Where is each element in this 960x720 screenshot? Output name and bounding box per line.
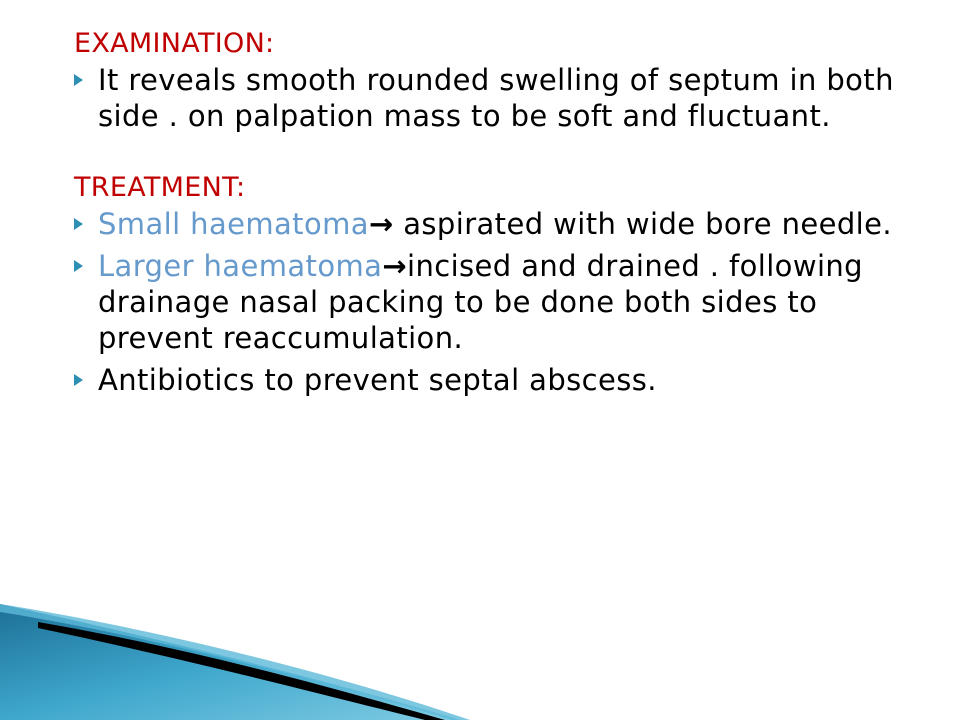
bullet-text: Antibiotics to prevent septal abscess. xyxy=(98,363,657,397)
examination-heading: EXAMINATION: xyxy=(74,28,275,59)
treatment-bullet-antibiotics xyxy=(74,362,914,398)
bullet-text: incised and drained . following drainage nasal packing to be done both sides to prevent reaccumulation. xyxy=(98,249,863,355)
treatment-heading: TREATMENT: xyxy=(74,172,246,203)
triangle-bullet-icon xyxy=(74,74,83,86)
bullet-highlight: Larger haematoma xyxy=(98,249,383,283)
slide-content xyxy=(74,26,914,398)
treatment-bullet-larger-haematoma xyxy=(74,248,914,356)
right-arrow-icon: → xyxy=(368,207,394,241)
examination-bullet xyxy=(74,62,914,134)
triangle-bullet-icon xyxy=(74,218,83,230)
triangle-bullet-icon xyxy=(74,260,83,272)
bullet-highlight: Small haematoma xyxy=(98,207,369,241)
bullet-text: aspirated with wide bore needle. xyxy=(393,207,892,241)
bullet-text: It reveals smooth rounded swelling of septum in both side . on palpation mass to be soft and fluctuant. xyxy=(98,63,894,133)
triangle-bullet-icon xyxy=(74,374,83,386)
right-arrow-icon: → xyxy=(382,249,407,283)
treatment-bullet-small-haematoma xyxy=(74,206,914,242)
